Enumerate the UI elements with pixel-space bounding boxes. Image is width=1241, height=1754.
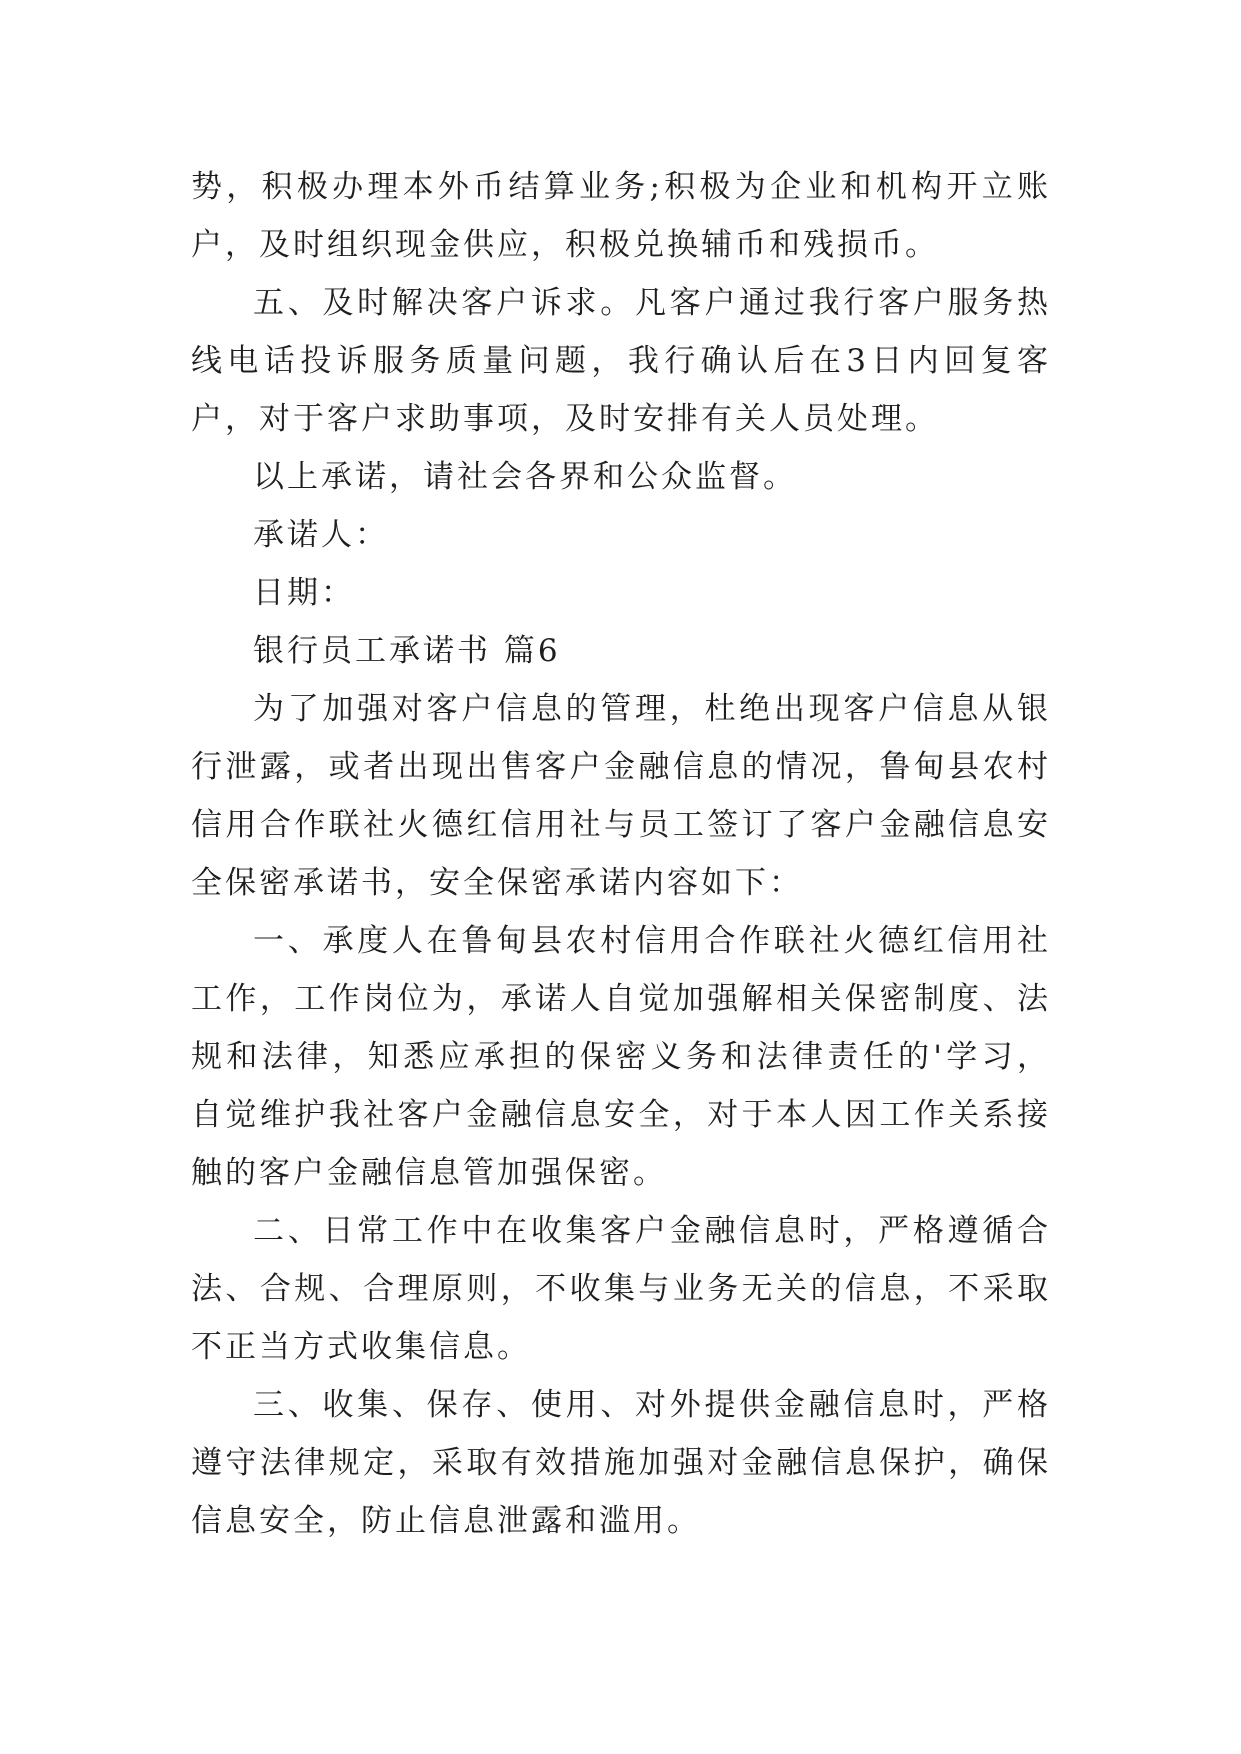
section-title: 银行员工承诺书 篇6 [253, 633, 561, 669]
signer-label: 承诺人： [253, 517, 389, 553]
paragraph-item-one: 一、承度人在鲁甸县农村信用合作联社火德红信用社工作，工作岗位为，承诺人自觉加强解相关保密制度、法规和法律，知悉应承担的保密义务和法律责任的'学习，自觉维护我社客户金融信息安全，对于本人因工作关系接触的客户金融信息管加强保密。 [191, 923, 1051, 1191]
document-body [191, 158, 1051, 1550]
paragraph-item-five: 五、及时解决客户诉求。凡客户通过我行客户服务热线电话投诉服务质量问题，我行确认后在3日内回复客户，对于客户求助事项，及时安排有关人员处理。 [191, 285, 1051, 437]
paragraph-item-two: 二、日常工作中在收集客户金融信息时，严格遵循合法、合规、合理原则，不收集与业务无关的信息，不采取不正当方式收集信息。 [191, 1213, 1051, 1365]
paragraph-item-three: 三、收集、保存、使用、对外提供金融信息时，严格遵守法律规定，采取有效措施加强对金融信息保护，确保信息安全，防止信息泄露和滥用。 [191, 1387, 1051, 1539]
date-label: 日期： [253, 575, 355, 611]
paragraph-closing: 以上承诺，请社会各界和公众监督。 [253, 459, 797, 495]
paragraph-continuation: 势，积极办理本外币结算业务;积极为企业和机构开立账户，及时组织现金供应，积极兑换辅币和残损币。 [191, 169, 1051, 263]
paragraph-intro: 为了加强对客户信息的管理，杜绝出现客户信息从银行泄露，或者出现出售客户金融信息的情况，鲁甸县农村信用合作联社火德红信用社与员工签订了客户金融信息安全保密承诺书，安全保密承诺内容如下： [191, 691, 1051, 901]
